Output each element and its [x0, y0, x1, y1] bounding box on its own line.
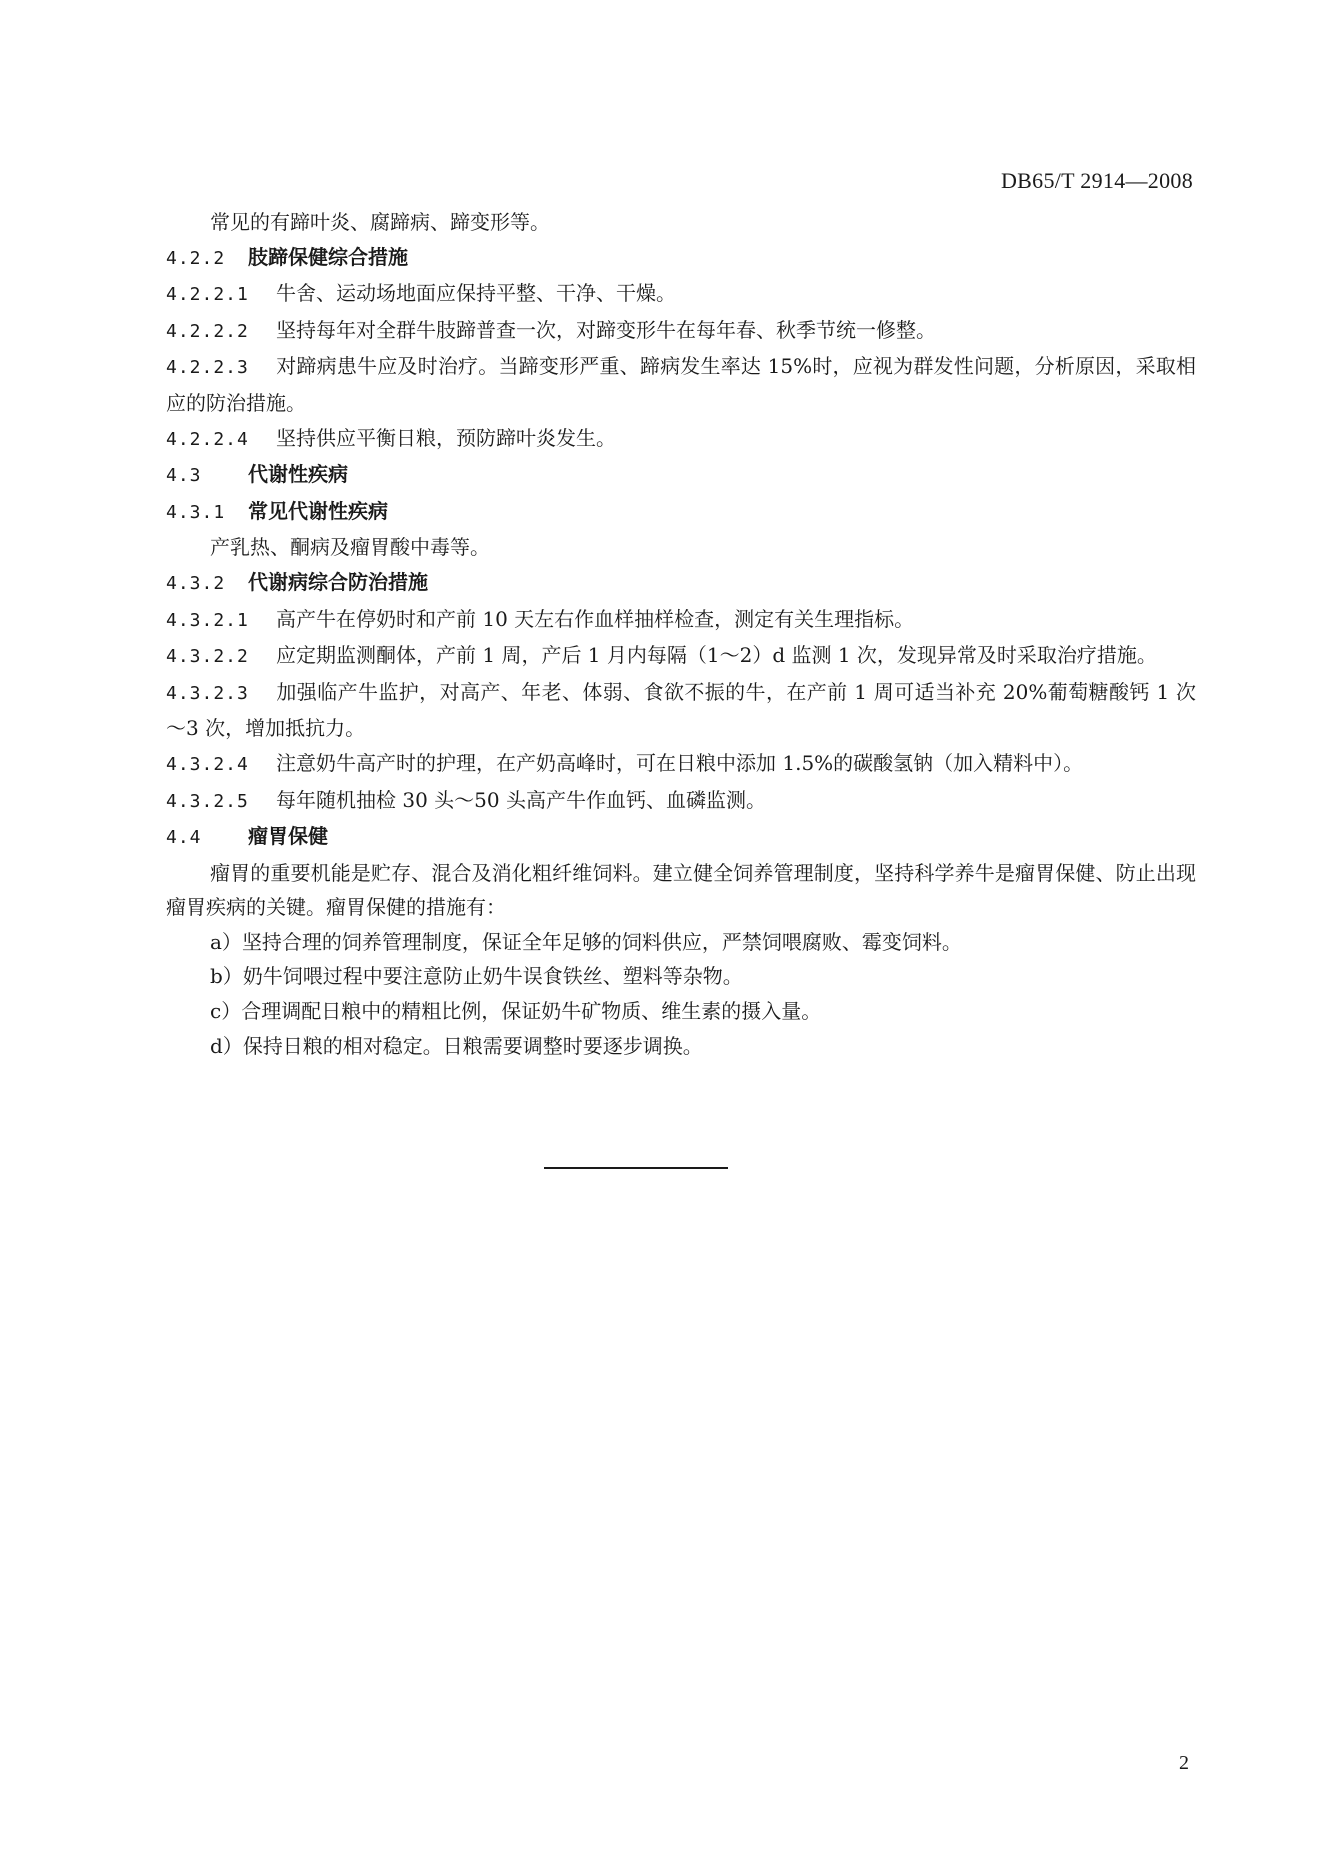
- list-item-text: 坚持合理的饲养管理制度，保证全年足够的饲料供应，严禁饲喂腐败、霉变饲料。: [241, 929, 962, 954]
- document-body: [166, 205, 1196, 1063]
- clause-4-2-2-1: [166, 276, 1196, 313]
- clause-number: 4.2.2.3: [166, 357, 249, 379]
- section-heading-4-4: [166, 819, 1196, 856]
- section-number: 4.2.2: [166, 247, 226, 269]
- list-marker: c）: [210, 999, 242, 1024]
- section-heading-4-3-2: [166, 565, 1196, 602]
- list-marker: a）: [210, 929, 242, 954]
- section-4-4-text: 瘤胃的重要机能是贮存、混合及消化粗纤维饲料。建立健全饲养管理制度，坚持科学养牛是瘤胃保健、防止出现瘤胃疾病的关键。瘤胃保健的措施有：: [166, 860, 1196, 920]
- end-rule: [544, 1167, 728, 1169]
- list-item-d: [166, 1029, 1196, 1064]
- clause-text: 注意奶牛高产时的护理，在产奶高峰时，可在日粮中添加 1.5%的碳酸氢钠（加入精料中）。: [276, 750, 1084, 775]
- clause-number: 4.3.2.5: [166, 790, 249, 812]
- clause-number: 4.3.2.4: [166, 753, 249, 775]
- clause-4-3-2-2: [166, 638, 1196, 675]
- list-item-c: [166, 994, 1196, 1029]
- list-marker: d）: [210, 1033, 243, 1058]
- clause-text: 应定期监测酮体，产前 1 周，产后 1 月内每隔（1～2）d 监测 1 次，发现异常及时采取治疗措施。: [276, 643, 1157, 668]
- clause-4-2-2-3: [166, 349, 1196, 420]
- section-4-3-1-text: 产乳热、酮病及瘤胃酸中毒等。: [210, 535, 490, 560]
- section-heading-4-3: [166, 457, 1196, 494]
- section-number: 4.4: [166, 827, 202, 849]
- list-item-a: [166, 925, 1196, 960]
- section-title: 瘤胃保健: [248, 824, 328, 849]
- clause-number: 4.2.2.4: [166, 428, 249, 450]
- list-item-text: 保持日粮的相对稳定。日粮需要调整时要逐步调换。: [242, 1033, 703, 1058]
- clause-number: 4.2.2.1: [166, 284, 249, 306]
- clause-number: 4.3.2.2: [166, 646, 249, 668]
- section-title: 代谢病综合防治措施: [248, 569, 428, 594]
- clause-text: 高产牛在停奶时和产前 10 天左右作血样抽样检查，测定有关生理指标。: [276, 606, 915, 631]
- section-number: 4.3.1: [166, 501, 226, 523]
- document-code: DB65/T 2914—2008: [1000, 168, 1193, 193]
- section-heading-4-3-1: [166, 494, 1196, 531]
- section-title: 肢蹄保健综合措施: [248, 244, 408, 269]
- clause-4-3-2-1: [166, 602, 1196, 639]
- clause-4-2-2-2: [166, 313, 1196, 350]
- list-item-text: 合理调配日粮中的精粗比例，保证奶牛矿物质、维生素的摄入量。: [241, 999, 822, 1024]
- clause-4-3-2-4: [166, 746, 1196, 783]
- section-number: 4.3.2: [166, 572, 226, 594]
- clause-text: 牛舍、运动场地面应保持平整、干净、干燥。: [276, 281, 676, 306]
- section-title: 代谢性疾病: [248, 462, 348, 487]
- page-number: 2: [1179, 1752, 1189, 1774]
- section-number: 4.3: [166, 465, 202, 487]
- clause-text: 每年随机抽检 30 头～50 头高产牛作血钙、血磷监测。: [276, 787, 766, 812]
- intro-line: 常见的有蹄叶炎、腐蹄病、蹄变形等。: [210, 210, 550, 234]
- clause-4-3-2-3: [166, 675, 1196, 746]
- clause-4-3-2-5: [166, 783, 1196, 820]
- section-title: 常见代谢性疾病: [248, 498, 388, 523]
- clause-4-2-2-4: [166, 421, 1196, 458]
- clause-text: 加强临产牛监护，对高产、年老、体弱、食欲不振的牛，在产前 1 周可适当补充 20%葡萄糖酸钙 1 次～3 次，增加抵抗力。: [166, 679, 1196, 741]
- clause-text: 坚持供应平衡日粮，预防蹄叶炎发生。: [276, 425, 616, 450]
- clause-text: 对蹄病患牛应及时治疗。当蹄变形严重、蹄病发生率达 15%时，应视为群发性问题，分析原因，采取相应的防治措施。: [166, 354, 1196, 415]
- list-marker: b）: [210, 964, 243, 989]
- list-item-text: 奶牛饲喂过程中要注意防止奶牛误食铁丝、塑料等杂物。: [242, 964, 743, 989]
- clause-text: 坚持每年对全群牛肢蹄普查一次，对蹄变形牛在每年春、秋季节统一修整。: [276, 317, 936, 342]
- clause-number: 4.2.2.2: [166, 320, 249, 342]
- section-heading-4-2-2: [166, 240, 1196, 277]
- clause-number: 4.3.2.1: [166, 609, 249, 631]
- clause-number: 4.3.2.3: [166, 682, 249, 704]
- list-item-b: [166, 959, 1196, 994]
